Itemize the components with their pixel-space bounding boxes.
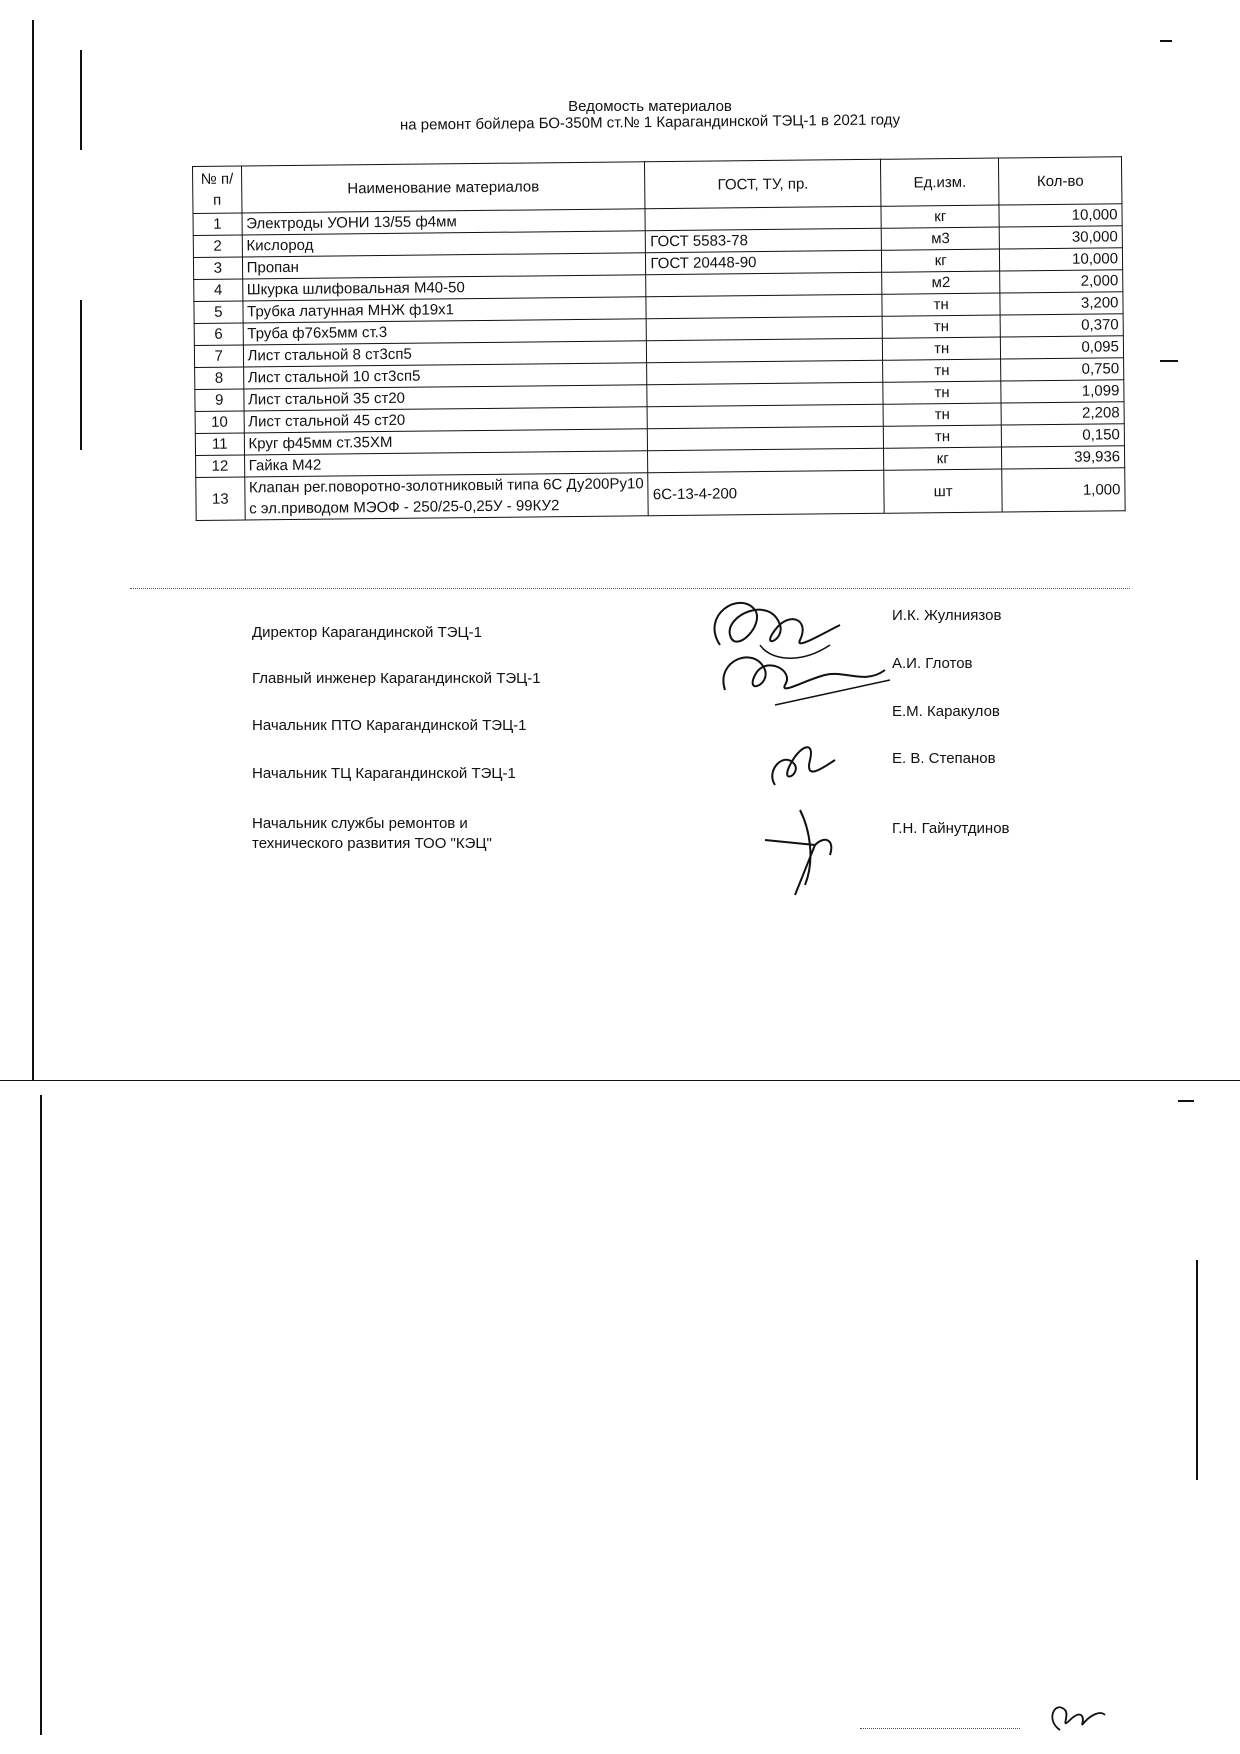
scan-right-edge-mark bbox=[1196, 1260, 1198, 1480]
row-number: 3 bbox=[193, 257, 242, 280]
material-name: Круг ф45мм ст.35ХМ bbox=[244, 429, 648, 455]
table-row bbox=[196, 468, 1125, 521]
material-quantity: 0,370 bbox=[1000, 314, 1123, 337]
row-number: 5 bbox=[194, 301, 243, 324]
material-name: Лист стальной 45 ст20 bbox=[244, 407, 648, 433]
material-gost: 6С-13-4-200 bbox=[648, 470, 884, 515]
material-unit: тн bbox=[883, 337, 1001, 360]
scan-left-edge-mark bbox=[80, 50, 82, 150]
signatory-position-repair-head-line2: технического развития ТОО "КЭЦ" bbox=[252, 835, 492, 852]
handwritten-signature-repair-head bbox=[755, 800, 845, 900]
material-gost bbox=[646, 272, 882, 296]
material-name: Лист стальной 35 ст20 bbox=[243, 385, 647, 411]
row-number: 7 bbox=[194, 345, 243, 368]
material-name: Гайка М42 bbox=[244, 451, 648, 477]
material-quantity: 2,000 bbox=[1000, 270, 1123, 293]
header-number: № п/п bbox=[193, 166, 242, 214]
material-name: Трубка латунная МНЖ ф19х1 bbox=[242, 297, 646, 323]
material-name: Пропан bbox=[242, 253, 646, 279]
materials-table bbox=[192, 156, 1126, 521]
signatory-position-director: Директор Карагандинской ТЭЦ-1 bbox=[252, 624, 482, 641]
material-unit: кг bbox=[884, 447, 1002, 470]
material-unit: кг bbox=[882, 249, 1000, 272]
header-quantity: Кол-во bbox=[999, 157, 1122, 205]
material-unit: тн bbox=[883, 403, 1001, 426]
row-number: 8 bbox=[195, 367, 244, 390]
header-name: Наименование материалов bbox=[241, 162, 645, 213]
material-quantity: 1,000 bbox=[1002, 468, 1125, 512]
row-number: 1 bbox=[193, 213, 242, 236]
material-quantity: 10,000 bbox=[999, 204, 1122, 227]
material-quantity: 2,208 bbox=[1001, 402, 1124, 425]
scan-right-edge-mark bbox=[1160, 40, 1172, 42]
handwritten-signature-tc-head bbox=[760, 730, 840, 800]
signatory-name-pto-head: Е.М. Каракулов bbox=[892, 703, 1000, 720]
signatory-name-director: И.К. Жулниязов bbox=[892, 607, 1002, 624]
material-unit: тн bbox=[883, 425, 1001, 448]
material-gost bbox=[648, 448, 884, 472]
row-number: 4 bbox=[194, 279, 243, 302]
signatory-position-repair-head-line1: Начальник службы ремонтов и bbox=[252, 815, 468, 832]
material-unit: м2 bbox=[882, 271, 1000, 294]
material-quantity: 39,936 bbox=[1002, 446, 1125, 469]
row-number: 11 bbox=[195, 433, 244, 456]
material-name: Клапан рег.поворотно-золотниковый типа 6С Ду200Ру10 с эл.приводом МЭОФ - 250/25-0,25У - 99КУ2 bbox=[244, 473, 648, 520]
signatory-name-repair-head: Г.Н. Гайнутдинов bbox=[892, 820, 1010, 837]
signatory-position-pto-head: Начальник ПТО Карагандинской ТЭЦ-1 bbox=[252, 717, 527, 734]
signatory-name-tc-head: Е. В. Степанов bbox=[892, 750, 996, 767]
material-quantity: 0,150 bbox=[1001, 424, 1124, 447]
handwritten-signature-chief-engineer bbox=[715, 640, 895, 720]
material-unit: шт bbox=[884, 469, 1002, 513]
material-name: Лист стальной 10 ст3сп5 bbox=[243, 363, 647, 389]
row-number: 10 bbox=[195, 411, 244, 434]
scan-left-border-line bbox=[32, 20, 34, 1080]
scan-dotted-line bbox=[130, 588, 1130, 589]
material-name: Кислород bbox=[242, 231, 646, 257]
material-gost bbox=[645, 206, 881, 230]
material-quantity: 30,000 bbox=[999, 226, 1122, 249]
row-number: 12 bbox=[196, 455, 245, 478]
material-gost bbox=[648, 426, 884, 450]
document-subtitle: на ремонт бойлера БО-350М ст.№ 1 Карагандинской ТЭЦ-1 в 2021 году bbox=[399, 111, 901, 134]
material-quantity: 10,000 bbox=[1000, 248, 1123, 271]
material-gost: ГОСТ 20448-90 bbox=[646, 250, 882, 274]
document-title: Ведомость материалов bbox=[568, 98, 732, 115]
material-name: Шкурка шлифовальная М40-50 bbox=[242, 275, 646, 301]
row-number: 6 bbox=[194, 323, 243, 346]
row-number: 13 bbox=[196, 477, 245, 521]
material-unit: тн bbox=[882, 293, 1000, 316]
material-name: Электроды УОНИ 13/55 ф4мм bbox=[242, 209, 646, 235]
material-unit: м3 bbox=[881, 227, 999, 250]
scan-dotted-line bbox=[860, 1728, 1020, 1729]
signatory-position-chief-engineer: Главный инженер Карагандинской ТЭЦ-1 bbox=[252, 670, 541, 687]
header-unit: Ед.изм. bbox=[881, 158, 999, 206]
header-gost: ГОСТ, ТУ, пр. bbox=[645, 159, 881, 208]
material-unit: тн bbox=[882, 315, 1000, 338]
scan-fold-line bbox=[0, 1080, 1240, 1081]
material-name: Труба ф76х5мм ст.3 bbox=[243, 319, 647, 345]
material-unit: тн bbox=[883, 381, 1001, 404]
scan-left-border-line-lower bbox=[40, 1095, 42, 1735]
signatory-position-tc-head: Начальник ТЦ Карагандинской ТЭЦ-1 bbox=[252, 765, 516, 782]
handwritten-initials-bottom bbox=[1040, 1690, 1110, 1740]
scan-right-edge-mark bbox=[1178, 1100, 1194, 1102]
material-gost bbox=[647, 338, 883, 362]
material-unit: тн bbox=[883, 359, 1001, 382]
material-gost: ГОСТ 5583-78 bbox=[646, 228, 882, 252]
row-number: 2 bbox=[193, 235, 242, 258]
material-quantity: 3,200 bbox=[1000, 292, 1123, 315]
material-name: Лист стальной 8 ст3сп5 bbox=[243, 341, 647, 367]
material-gost bbox=[647, 382, 883, 406]
scan-right-edge-mark bbox=[1160, 360, 1178, 362]
material-gost bbox=[647, 316, 883, 340]
material-gost bbox=[647, 360, 883, 384]
material-unit: кг bbox=[881, 205, 999, 228]
row-number: 9 bbox=[195, 389, 244, 412]
signatory-name-chief-engineer: А.И. Глотов bbox=[892, 655, 973, 672]
material-gost bbox=[647, 404, 883, 428]
scan-left-edge-mark bbox=[80, 300, 82, 450]
material-quantity: 1,099 bbox=[1001, 380, 1124, 403]
material-gost bbox=[646, 294, 882, 318]
material-quantity: 0,750 bbox=[1001, 358, 1124, 381]
material-quantity: 0,095 bbox=[1001, 336, 1124, 359]
